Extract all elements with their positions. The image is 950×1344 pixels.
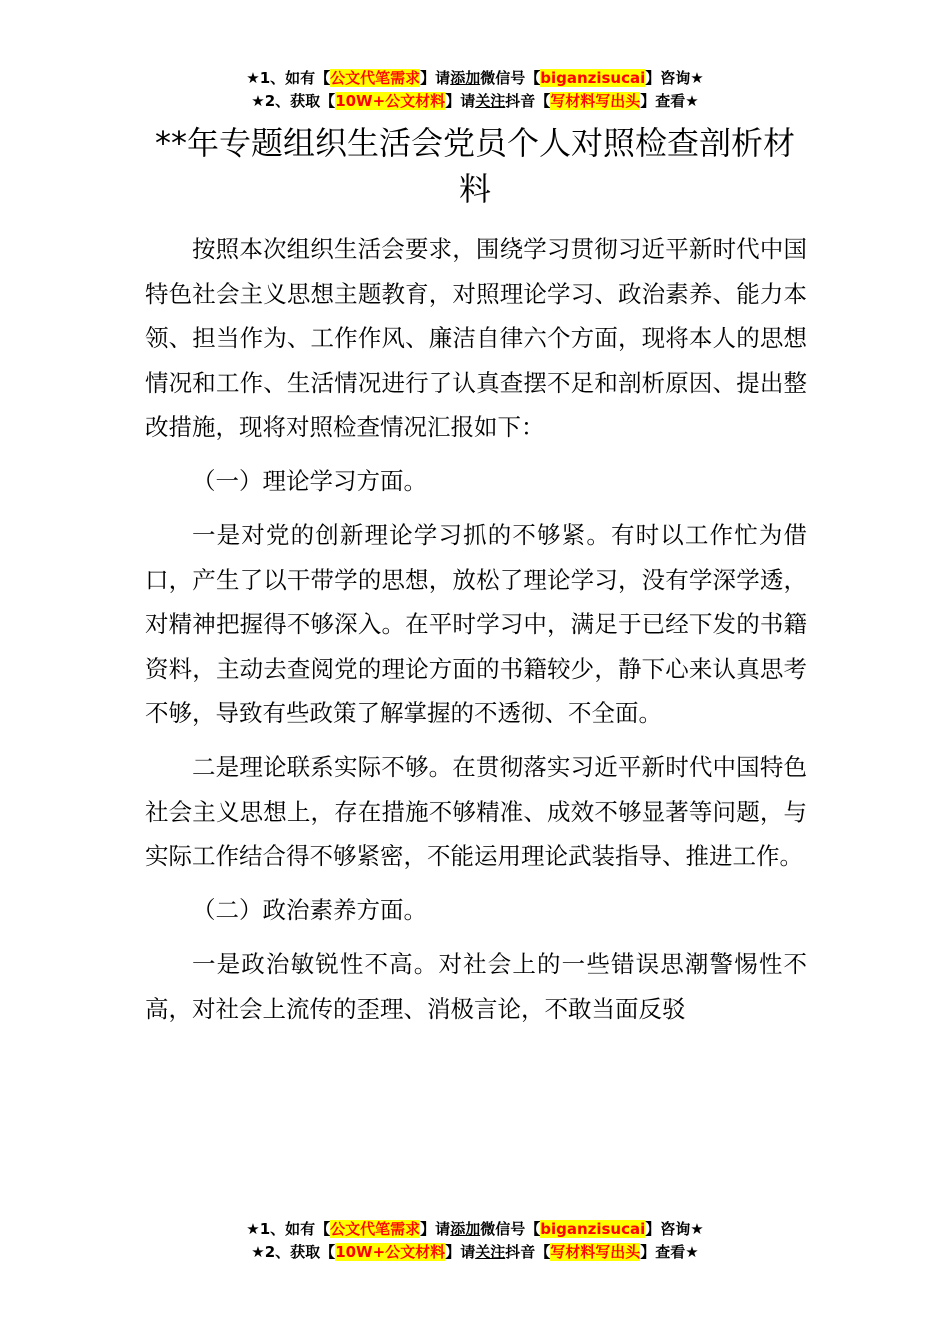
- paragraph-theory-point-2: 二是理论联系实际不够。在贯彻落实习近平新时代中国特色社会主义思想上，存在措施不够精准、成效不够显著等问题，与实际工作结合得不够紧密，不能运用理论武装指导、推进工作。: [145, 753, 807, 870]
- highlight-douyin: 写材料写出头: [550, 92, 641, 110]
- highlight-douyin: 写材料写出头: [550, 1243, 641, 1261]
- footer-banner: [0, 1218, 950, 1264]
- highlight-materials: 10W+公文材料: [335, 92, 446, 110]
- highlight-wechat-id: biganzisucai: [540, 1220, 646, 1238]
- section-heading-political: （二）政治素养方面。: [192, 896, 427, 924]
- document-title: **年专题组织生活会党员个人对照检查剖析材料: [154, 124, 795, 208]
- banner-line-1: ★1、如有【公文代笔需求】请添加微信号【biganzisucai】咨询★: [246, 69, 704, 87]
- banner-line-2: ★2、获取【10W+公文材料】请关注抖音【写材料写出头】查看★: [251, 1243, 699, 1261]
- banner-line-1: ★1、如有【公文代笔需求】请添加微信号【biganzisucai】咨询★: [246, 1220, 704, 1238]
- section-heading-theory: （一）理论学习方面。: [192, 467, 427, 495]
- highlight-materials: 10W+公文材料: [335, 1243, 446, 1261]
- document-body: [145, 227, 807, 1041]
- highlight-wechat-id: biganzisucai: [540, 69, 646, 87]
- paragraph-political-point-1: 一是政治敏锐性不高。对社会上的一些错误思潮警惕性不高，对社会上流传的歪理、消极言论，不敢当面反驳: [145, 950, 807, 1023]
- header-banner: [0, 67, 950, 113]
- paragraph-theory-point-1: 一是对党的创新理论学习抓的不够紧。有时以工作忙为借口，产生了以干带学的思想，放松了理论学习，没有学深学透，对精神把握得不够深入。在平时学习中，满足于已经下发的书籍资料，主动去查阅党的理论方面的书籍较少，静下心来认真思考不够，导致有些政策了解掌握的不透彻、不全面。: [145, 521, 807, 727]
- banner-line-2: ★2、获取【10W+公文材料】请关注抖音【写材料写出头】查看★: [251, 92, 699, 110]
- highlight-ghostwriting: 公文代笔需求: [330, 1220, 421, 1238]
- intro-paragraph: 按照本次组织生活会要求，围绕学习贯彻习近平新时代中国特色社会主义思想主题教育，对照理论学习、政治素养、能力本领、担当作为、工作作风、廉洁自律六个方面，现将本人的思想情况和工作、生活情况进行了认真查摆不足和剖析原因、提出整改措施，现将对照检查情况汇报如下：: [145, 235, 807, 441]
- highlight-ghostwriting: 公文代笔需求: [330, 69, 421, 87]
